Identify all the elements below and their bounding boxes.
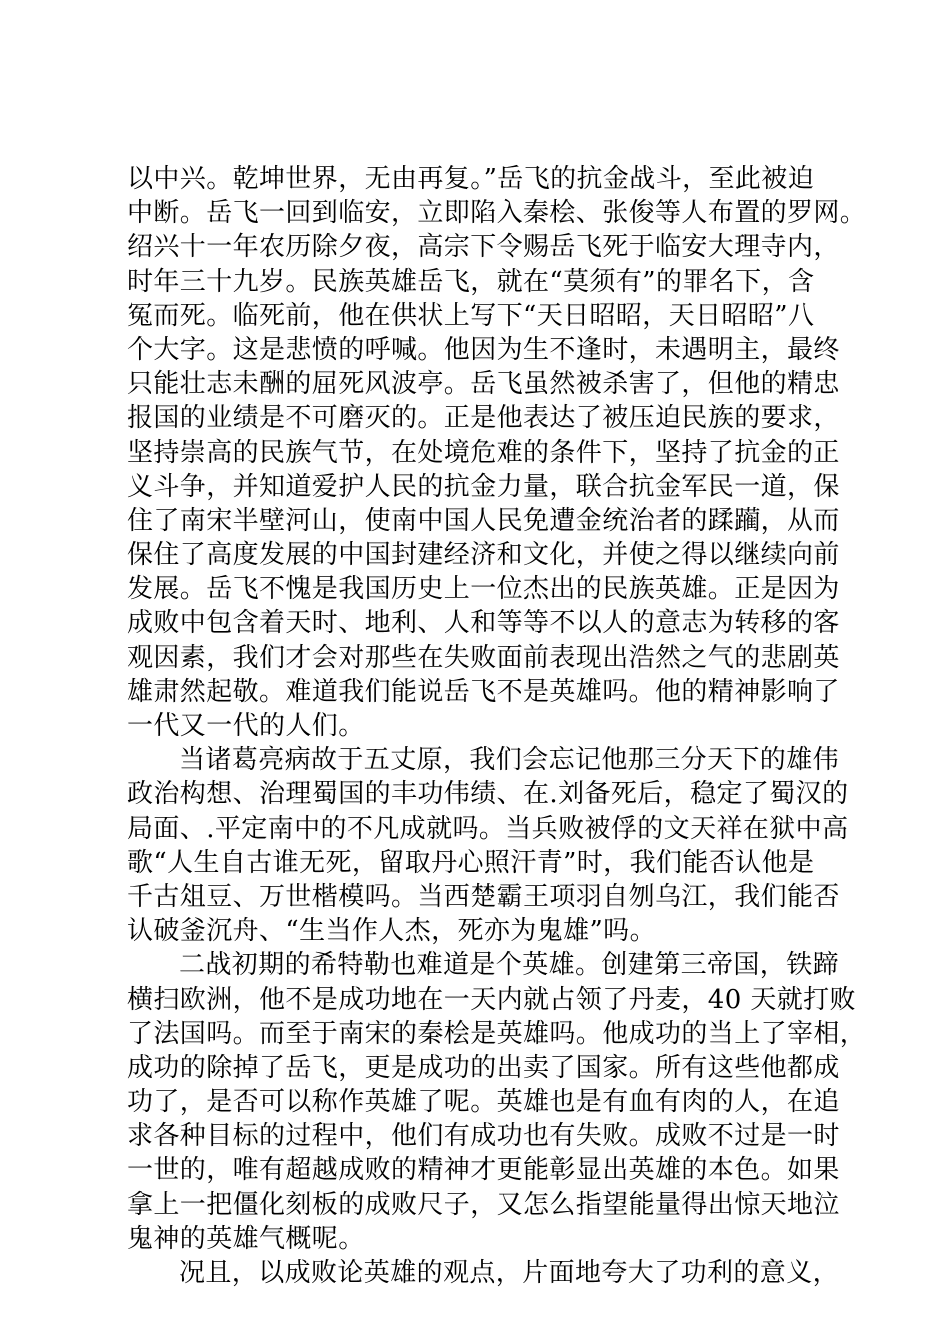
text-line: 绍兴十一年农历除夕夜，高宗下令赐岳飞死于临安大理寺内， — [127, 232, 840, 263]
text-line: 拿上一把僵化刻板的成败尺子，又怎么指望能量得出惊天地泣 — [127, 1189, 840, 1220]
text-line: 一代又一代的人们。 — [127, 711, 365, 741]
text-line: 况且，以成败论英雄的观点，片面地夸大了功利的意义， — [179, 1258, 840, 1288]
text-line: 成败中包含着天时、地利、人和等等不以人的意志为转移的客 — [127, 608, 840, 639]
text-line: 报国的业绩是不可磨灭的。正是他表达了被压迫民族的要求， — [127, 403, 840, 434]
text-line: 政治构想、治理蜀国的丰功伟绩、在.刘备死后，稳定了蜀汉的 — [127, 779, 849, 810]
text-line: 个大字。这是悲愤的呼喊。他因为生不逢时，未遇明主，最终 — [127, 334, 840, 365]
text-line: 住了南宋半壁河山，使南中国人民免遭金统治者的蹂躏，从而 — [127, 505, 840, 536]
paragraph — [127, 948, 867, 1256]
text-line: 了法国吗。而至于南宋的秦桧是英雄吗。他成功的当上了宰相， — [127, 1018, 867, 1049]
text-line: 时年三十九岁。民族英雄岳飞，就在“莫须有”的罪名下，含 — [127, 266, 815, 297]
text-line: 保住了高度发展的中国封建经济和文化，并使之得以继续向前 — [127, 540, 840, 571]
text-line: 认破釜沉舟、“生当作人杰，死亦为鬼雄”吗。 — [127, 916, 656, 947]
text-line: 歌“人生自古谁无死，留取丹心照汗青”时，我们能否认他是 — [127, 847, 815, 878]
text-line: 冤而死。临死前，他在供状上写下“天日昭昭，天日昭昭”八 — [127, 300, 815, 331]
text-line: 观因素，我们才会对那些在失败面前表现出浩然之气的悲剧英 — [127, 642, 840, 673]
paragraph — [127, 743, 847, 948]
text-line: 只能壮志未酬的屈死风波亭。岳飞虽然被杀害了，但他的精忠 — [127, 369, 840, 400]
text-line: 鬼神的英雄气概呢。 — [127, 1223, 365, 1254]
text-line: 功了，是否可以称作英雄了呢。英雄也是有血有肉的人，在追 — [127, 1087, 840, 1118]
text-line: 求各种目标的过程中，他们有成功也有失败。成败不过是一时 — [127, 1121, 840, 1152]
text-line: 中断。岳飞一回到临安，立即陷入秦桧、张俊等人布置的罗网。 — [127, 198, 867, 229]
text-line: 千古俎豆、万世楷模吗。当西楚霸王项羽自刎乌江，我们能否 — [127, 881, 840, 912]
text-line: 成功的除掉了岳飞，更是成功的出卖了国家。所有这些他都成 — [127, 1052, 840, 1083]
text-line: 发展。岳飞不愧是我国历史上一位杰出的民族英雄。正是因为 — [127, 574, 840, 605]
text-line: 当诸葛亮病故于五丈原，我们会忘记他那三分天下的雄伟 — [179, 745, 840, 776]
text-line: 局面、.平定南中的不凡成就吗。当兵败被俘的文天祥在狱中高 — [127, 813, 849, 844]
paragraph — [127, 1256, 847, 1290]
text-line: 以中兴。乾坤世界，无由再复。”岳飞的抗金战斗，至此被迫 — [127, 164, 815, 194]
text-line: 坚持崇高的民族气节，在处境危难的条件下，坚持了抗金的正 — [127, 437, 840, 468]
text-line: 一世的，唯有超越成败的精神才更能彰显出英雄的本色。如果 — [127, 1155, 840, 1186]
body-text — [127, 162, 867, 1290]
text-line: 二战初期的希特勒也难道是个英雄。创建第三帝国，铁蹄 — [179, 950, 840, 981]
text-line: 义斗争，并知道爱护人民的抗金力量，联合抗金军民一道，保 — [127, 471, 840, 502]
text-line: 横扫欧洲，他不是成功地在一天内就占领了丹麦，40 天就打败 — [127, 984, 856, 1015]
text-line: 雄肃然起敬。难道我们能说岳飞不是英雄吗。他的精神影响了 — [127, 676, 840, 707]
paragraph — [127, 162, 867, 743]
